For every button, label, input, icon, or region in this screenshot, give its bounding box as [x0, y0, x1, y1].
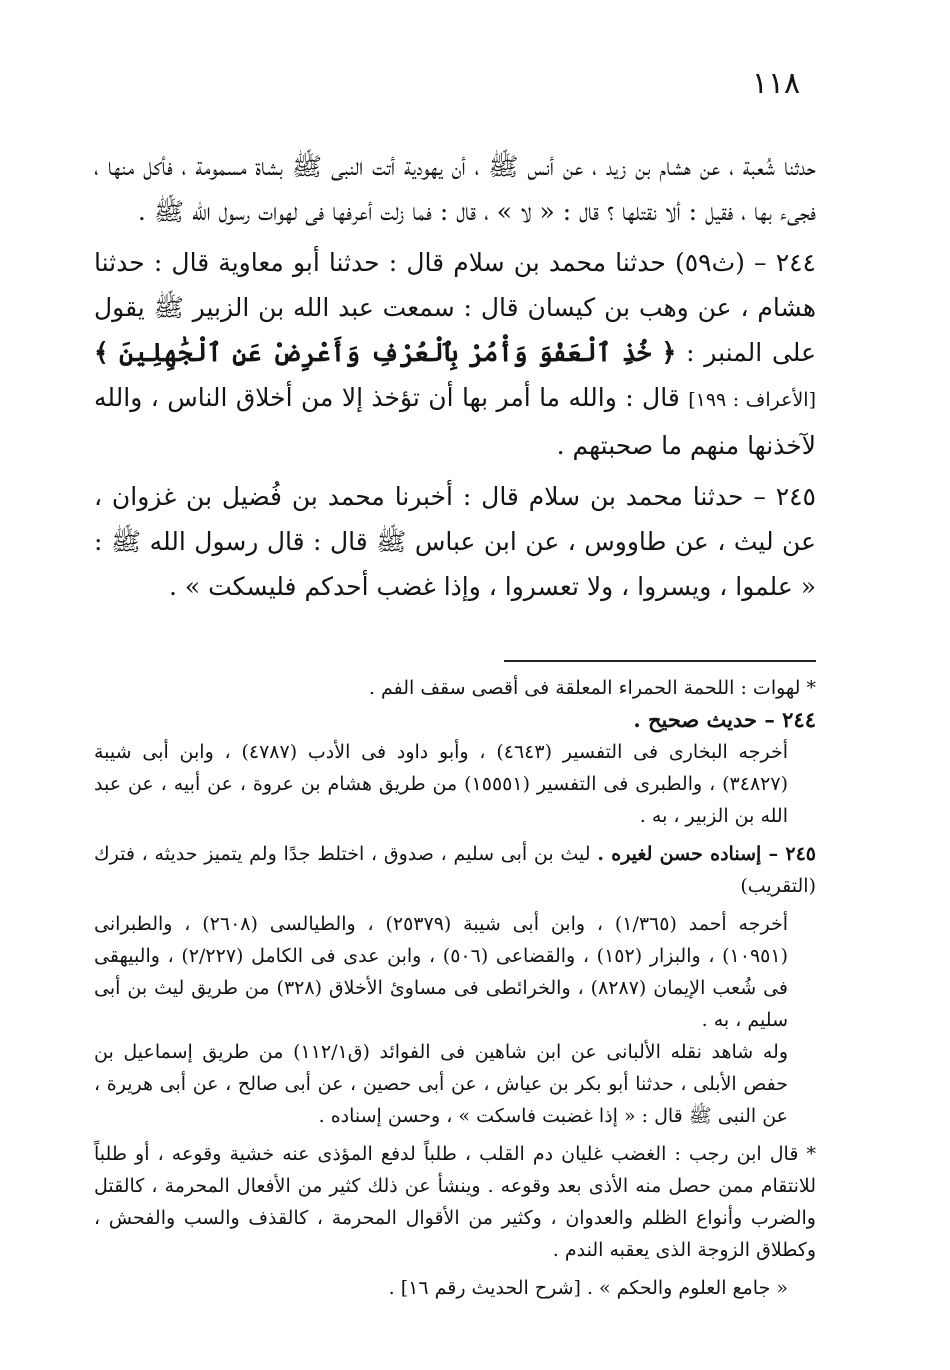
quran-verse: ﴿ خُذِ ٱلْعَفْوَ وَأْمُرْ بِٱلْعُرْفِ وَأَعْرِضْ عَنِ ٱلْجَٰهِلِينَ ﴾	[94, 338, 677, 367]
hadith-245: ٢٤٥ – حدثنا محمد بن سلام قال : أخبرنا محمد بن فُضيل بن غزوان ، عن ليث ، عن طاووس ، عن ابن عباس ﷺ قال : قال رسول الله ﷺ : « علموا ، ويسروا ، ولا تعسروا ، وإذا غضب أحدكم فليسكت » .	[94, 482, 816, 601]
footnote-245-takhrij: أخرجه أحمد (١/٣٦٥) ، وابن أبى شيبة (٢٥٣٧٩) ، والطيالسى (٢٦٠٨) ، والطبرانى (١٠٩٥١) ، والبزار (١٥٢) ، والقضاعى (٥٠٦) ، وابن عدى فى الكامل (٢/٢٢٧) ، والبيهقى فى شُعب الإيمان (٨٢٨٧) ، والخرائطى فى مساوئ الأخلاق (٣٢٨) من طريق ليث بن أبى سليم ، به .	[94, 913, 789, 1031]
footnote-244-grade: ٢٤٤ – حديث صحيح .	[633, 707, 816, 732]
footnote-divider	[504, 660, 816, 662]
footnote-gloss: * لهوات : اللحمة الحمراء المعلقة فى أقصى سقف الفم .	[368, 677, 816, 699]
hadith-243-continuation: حدثنا شُعبة ، عن هشام بن زيد ، عن أنس ﷺ ، أن يهودية أتت النبى ﷺ بشاة مسمومة ، فأكل منها ، فجىء بها ، فقيل : ألا نقتلها ؟ قال : « لا » ، قال : فما زلت أعرفها فى لهوات رسول الله ﷺ .	[94, 152, 816, 226]
footnotes	[94, 672, 816, 1304]
footnote-244-takhrij: أخرجه البخارى فى التفسير (٤٦٤٣) ، وأبو داود فى الأدب (٤٧٨٧) ، وابن أبى شيبة (٣٤٨٢٧) ، والطبرى فى التفسير (١٥٥٥١) من طريق هشام بن عروة ، عن أبيه ، عن عبد الله بن الزبير ، به .	[94, 741, 788, 827]
footnote-245-shahid: وله شاهد نقله الألبانى عن ابن شاهين فى الفوائد (ق١١٢/١) من طريق إسماعيل بن حفص الأبلى ، حدثنا أبو بكر بن عياش ، عن أبى حصين ، عن أبى صالح ، عن أبى هريرة ، عن النبى ﷺ قال : « إذا غضبت فاسكت » ، وحسن إسناده .	[94, 1041, 788, 1127]
footnote-245-grade: ٢٤٥ – إسناده حسن لغيره .	[597, 843, 816, 865]
quran-reference: [الأعراف : ١٩٩]	[688, 389, 816, 411]
footnote-245-grade-rest: ليث بن أبى سليم ، صدوق ، اختلط جدًا ولم يتميز حديثه ، فترك (التقريب)	[94, 843, 816, 897]
page-number: ١١٨	[751, 66, 801, 101]
hadith-244	[94, 240, 816, 468]
hadith-244-rest: قال : والله ما أمر بها أن تؤخذ إلا من أخلاق الناس ، والله لآخذنها منهم ما صحبتهم .	[94, 383, 816, 460]
hadith-244-intro: ٢٤٤ – (ث٥٩) حدثنا محمد بن سلام قال : حدثنا أبو معاوية قال : حدثنا هشام ، عن وهب بن كيسان قال : سمعت عبد الله بن الزبير ﷺ يقول على المنبر :	[94, 248, 816, 367]
footnote-source: « جامع العلوم والحكم » . [شرح الحديث رقم ١٦] .	[388, 1277, 788, 1299]
footnote-245-grade-line	[94, 838, 816, 902]
footnote-ibn-rajab: * قال ابن رجب : الغضب غليان دم القلب ، طلباً لدفع المؤذى عنه خشية وقوعه ، أو طلباً للانتقام ممن حصل منه الأذى بعد وقوعه . وينشأ عن ذلك كثير من الأفعال المحرمة ، كالقتل والضرب وأنواع الظلم والعدوان ، وكثير من الأقوال المحرمة ، كالقذف والسب والفحش ، وكطلاق الزوجة الذى يعقبه الندم .	[94, 1143, 816, 1261]
main-text	[94, 144, 816, 609]
